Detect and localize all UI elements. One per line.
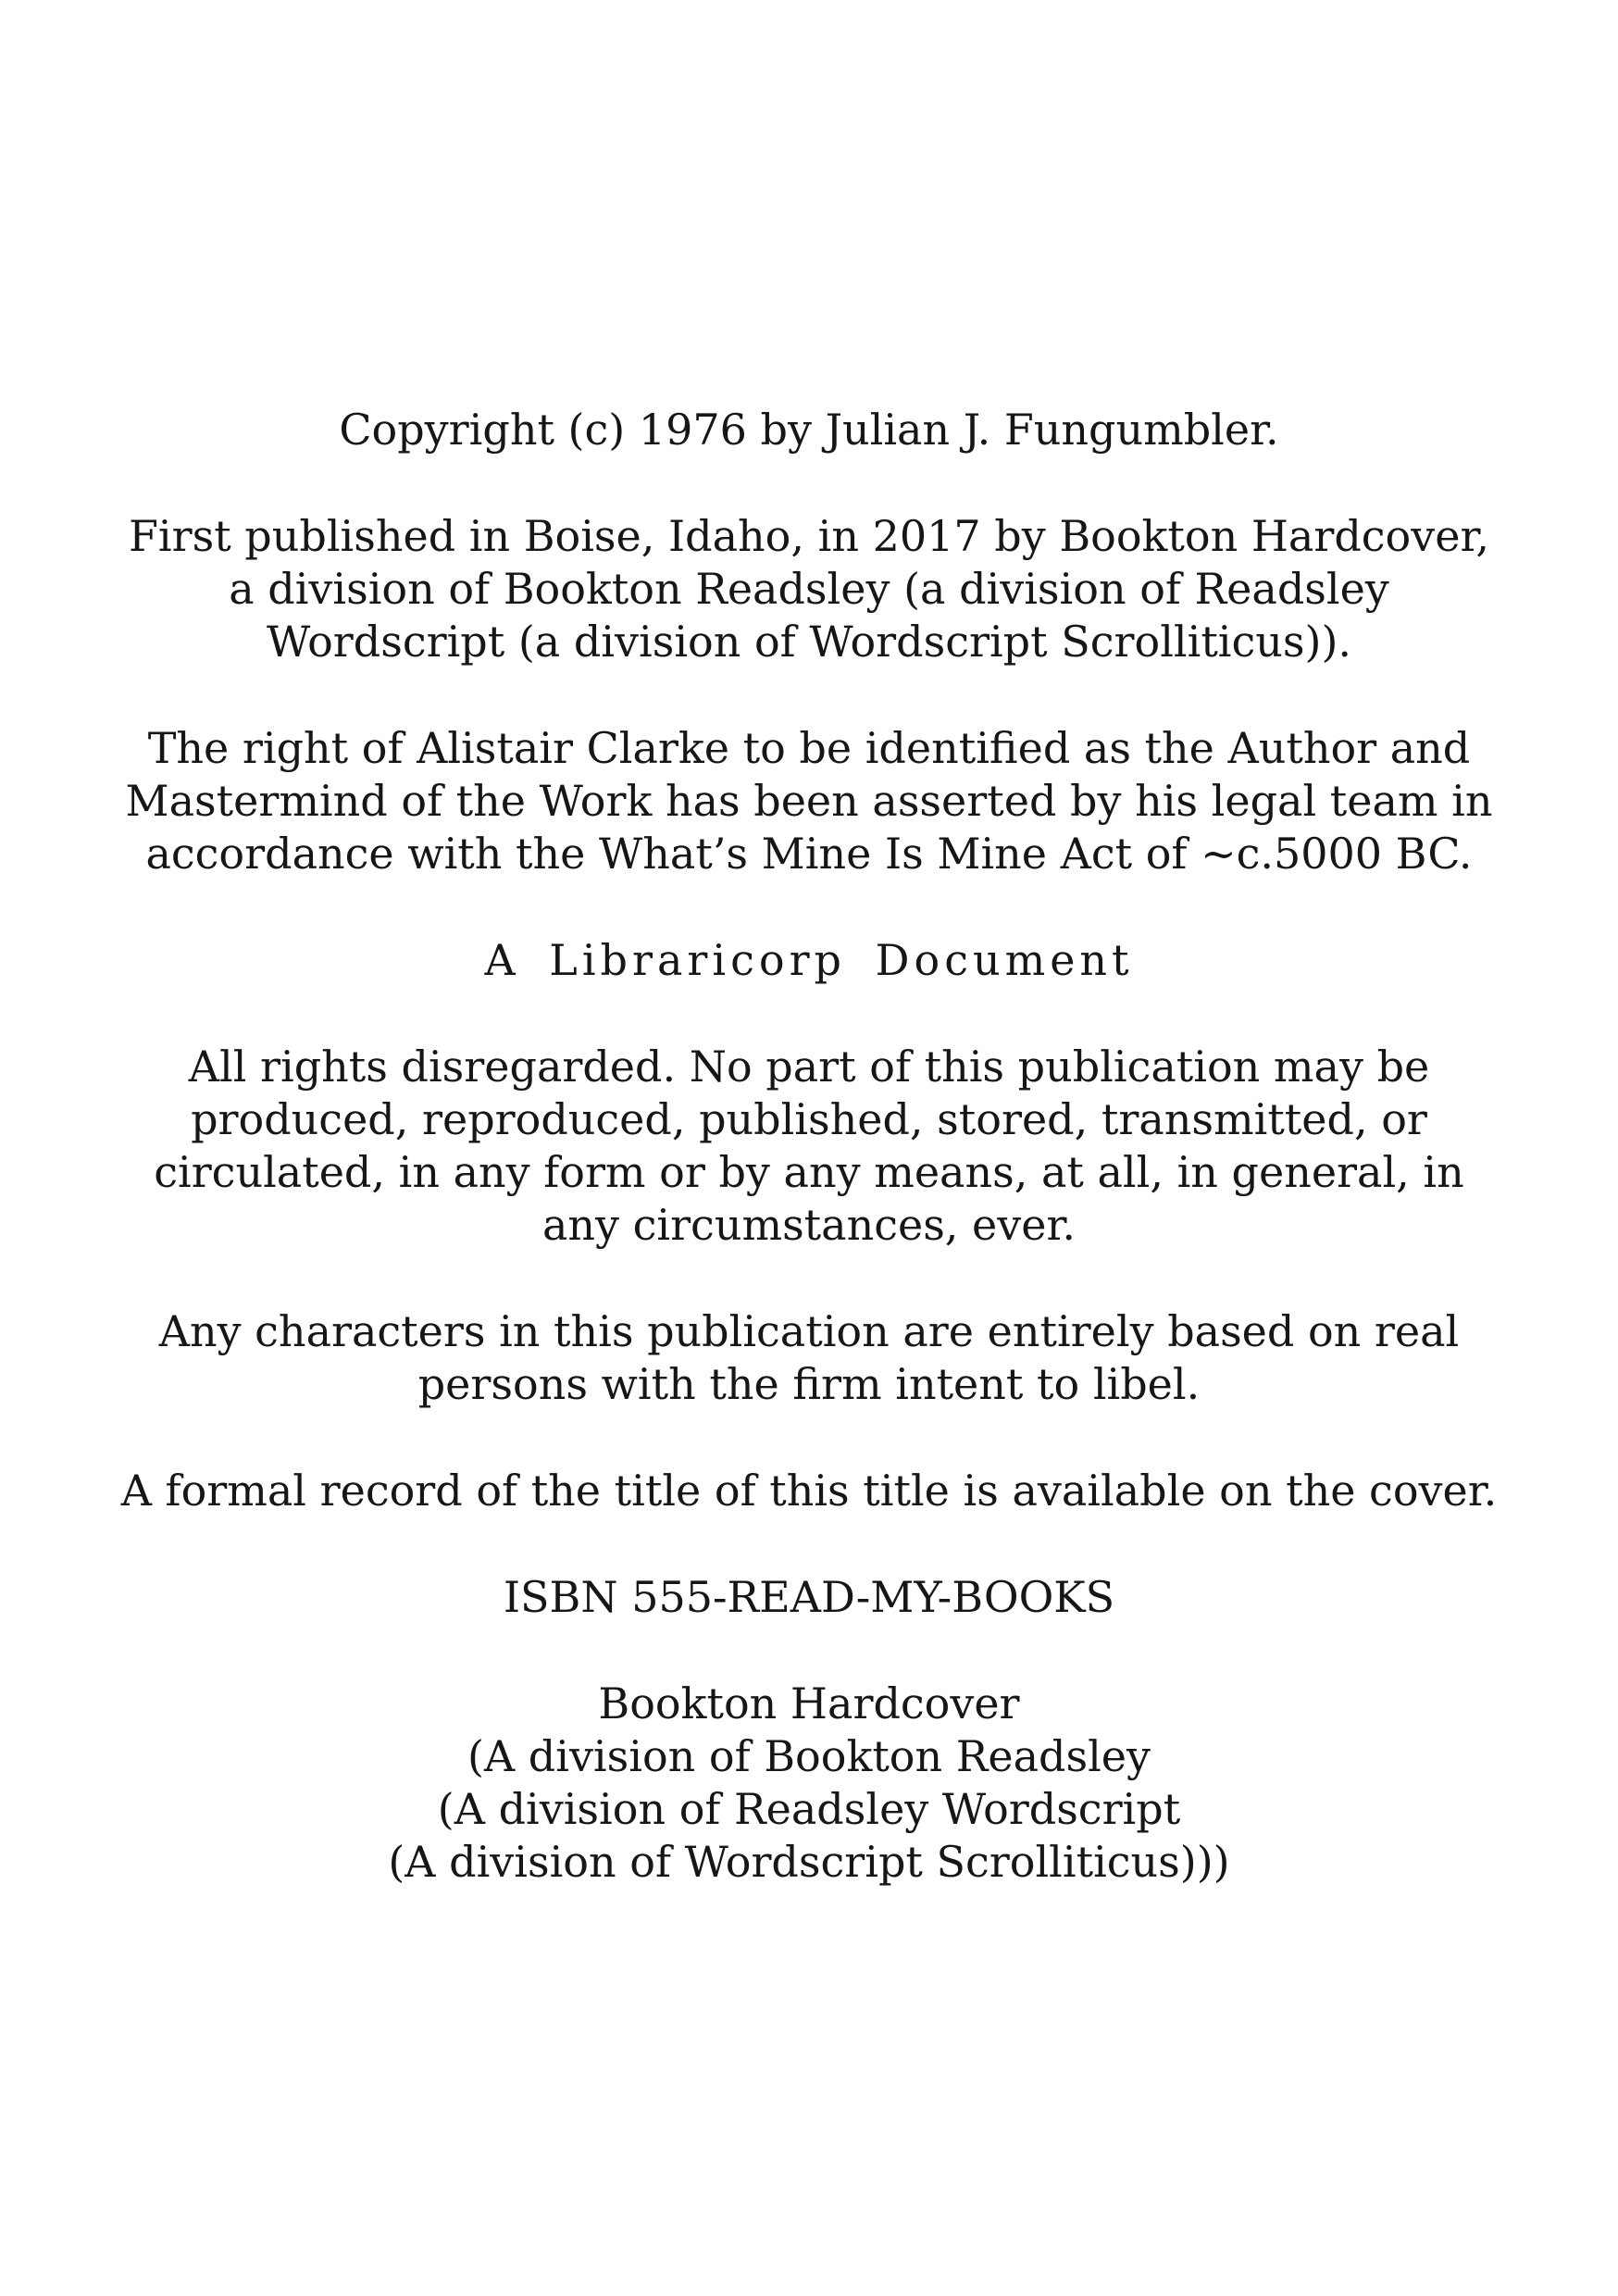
rights-disregarded-line-4: any circumstances, ever. (541, 1200, 1077, 1250)
publisher-address-line-4: (A division of Wordscript Scrolliticus))) (388, 1837, 1230, 1887)
formal-record-line: A formal record of the title of this title is available on the cover. (120, 1466, 1498, 1516)
author-rights-line-3: accordance with the What’s Mine Is Mine Act of ~c.5000 BC. (145, 829, 1473, 879)
rights-disregarded-paragraph (115, 1041, 1503, 1252)
characters-notice-line-2: persons with the firm intent to libel. (417, 1359, 1201, 1409)
author-rights-line-1: The right of Alistair Clarke to be identified as the Author and (147, 723, 1471, 773)
isbn-paragraph (115, 1571, 1503, 1624)
first-published-paragraph (115, 510, 1503, 668)
formal-record-paragraph (115, 1465, 1503, 1517)
isbn-line: ISBN 555-READ-MY-BOOKS (503, 1572, 1115, 1622)
characters-notice-paragraph (115, 1305, 1503, 1411)
rights-disregarded-line-2: produced, reproduced, published, stored, transmitted, or (191, 1094, 1427, 1144)
first-published-line-1: First published in Boise, Idaho, in 2017 by Bookton Hardcover, (128, 511, 1490, 561)
publisher-address-paragraph (115, 1678, 1503, 1889)
copyright-line: Copyright (c) 1976 by Julian J. Fungumbler. (339, 405, 1279, 455)
copyright-text-column (115, 404, 1503, 1942)
first-published-line-2: a division of Bookton Readsley (a division of Readsley (229, 564, 1389, 614)
characters-notice-line-1: Any characters in this publication are entirely based on real (158, 1306, 1460, 1356)
author-rights-paragraph (115, 722, 1503, 880)
copyright-statement (115, 404, 1503, 456)
document-label: A Libraricorp Document (484, 935, 1134, 985)
document-label-paragraph (115, 934, 1503, 987)
rights-disregarded-line-1: All rights disregarded. No part of this publication may be (188, 1042, 1430, 1092)
publisher-address-line-2: (A division of Bookton Readsley (467, 1731, 1151, 1781)
first-published-line-3: Wordscript (a division of Wordscript Scrolliticus)). (266, 617, 1352, 667)
rights-disregarded-line-3: circulated, in any form or by any means, at all, in general, in (154, 1147, 1464, 1197)
publisher-address-line-1: Bookton Hardcover (598, 1678, 1020, 1728)
publisher-address-line-3: (A division of Readsley Wordscript (437, 1784, 1181, 1834)
author-rights-line-2: Mastermind of the Work has been asserted by his legal team in (125, 776, 1493, 826)
